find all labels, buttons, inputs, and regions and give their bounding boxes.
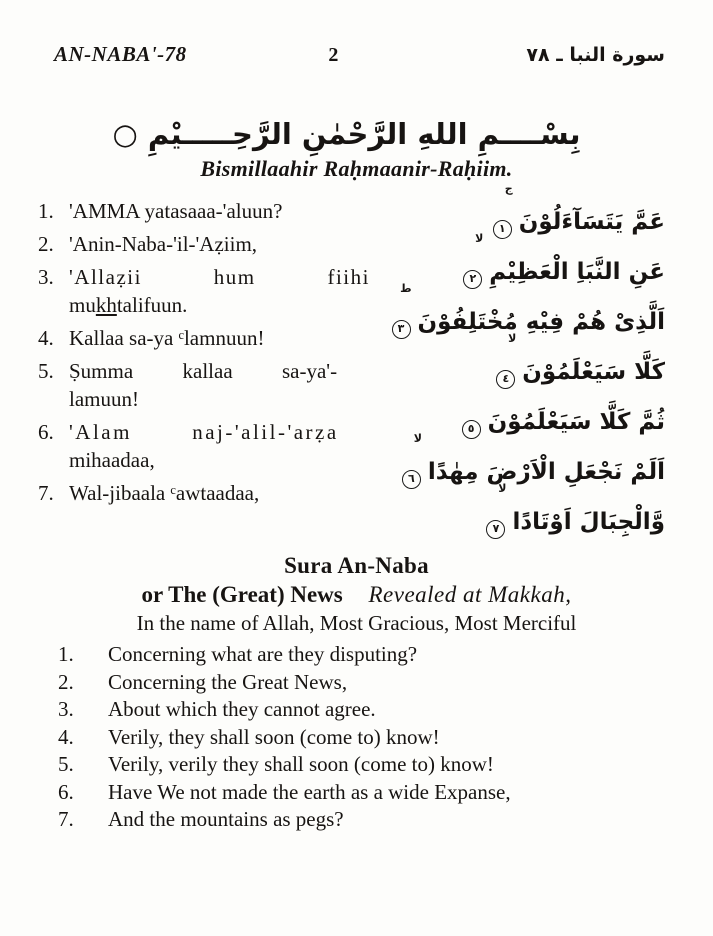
arabic-verse-text: ثُمَّ كَلَّا سَيَعْلَمُوْنَ [487,409,665,435]
translation-text: And the mountains as pegs? [108,807,344,831]
ayah-marker [463,232,484,297]
verse-number: 5. [58,752,74,776]
ayah-number-circle: ١ [493,220,512,239]
verse-number: 4. [38,326,54,350]
transliteration-line: Ṣumma kallaa sa-ya'- [69,359,338,383]
translation-item [36,779,677,807]
ayah-marker [402,432,422,497]
arabic-verse [368,397,665,447]
verse-number: 2. [58,669,74,694]
waqf-sign: لا [475,232,484,245]
translation-item [36,751,677,779]
verse-number: 1. [58,642,74,666]
arabic-verse [368,482,665,547]
transliteration-text [69,418,368,474]
transliteration-line: mihaadaa, [69,448,155,472]
page-header [36,42,677,67]
translation-item [36,641,677,669]
ayah-marker [486,482,507,547]
ayah-marker [392,282,412,347]
translation-item [36,806,677,834]
transliteration-line: Wal-jibaala ᶜawtaadaa, [69,481,260,505]
arabic-verse [368,232,665,297]
arabic-verse-text: اَلَمْ نَجْعَلِ الْاَرْضَ مِهٰدًا [427,459,665,485]
translation-text: About which they cannot agree. [108,697,376,721]
ayah-number-circle: ٢ [463,270,482,289]
transliteration-item [36,230,368,258]
transliteration-item [36,418,368,474]
transliteration-item [36,324,368,352]
translation-item [36,696,677,724]
ayah-number-circle: ٧ [486,520,505,539]
sura-subtitle-name: or The (Great) News [141,582,343,607]
underlined-letters: kh [95,293,117,317]
arabic-verses-column [368,182,677,547]
verse-number: 5. [38,359,54,383]
verse-number: 4. [58,724,74,749]
waqf-sign: ج [504,182,513,195]
translation-text: Have We not made the earth as a wide Expanse, [108,779,511,804]
invocation-line: In the name of Allah, Most Gracious, Most Merciful [136,611,577,635]
waqf-sign: لا [508,332,517,345]
sura-name-arabic: سورة النبا ـ ٧٨ [526,44,665,66]
transliteration-line: 'Alam naj-'alil-'arẓa [69,420,339,444]
verse-number: 2. [38,232,54,256]
bismillah-arabic-calligraphy: بِسْــــمِ اللهِ الرَّحْمٰنِ الرَّحِـــــيْمِ ○ [112,117,581,151]
sura-revelation-place: Revealed at Makkah, [368,582,572,607]
sura-heading [36,553,677,636]
verse-number: 7. [58,807,74,831]
transliteration-line: lamuun! [69,387,139,411]
verse-number: 3. [38,265,54,289]
ayah-number-circle: ٥ [462,420,481,439]
arabic-verse-text: كَلَّا سَيَعْلَمُوْنَ [522,359,665,385]
arabic-verse [368,182,665,247]
ayah-marker [493,182,513,247]
bismillah-transliteration: Bismillaahir Raḥmaanir-Raḥiim. [200,156,513,181]
verse-number: 3. [58,697,74,721]
ayah-number-circle: ٦ [402,470,421,489]
verse-number: 6. [58,779,74,804]
transliteration-column [36,197,368,547]
translation-text: Verily, they shall soon (come to) know! [108,724,440,749]
transliteration-text [69,197,368,225]
transliteration-item [36,263,368,319]
transliteration-line: 'AMMA yatasaaa-'aluun? [69,199,283,223]
arabic-verse-text: عَنِ النَّبَاِ الْعَظِيْمِ [489,259,665,285]
arabic-verse [368,282,665,347]
translation-item [36,724,677,752]
transliteration-text [69,230,368,258]
transliteration-text [69,479,368,507]
transliteration-text [69,357,368,413]
ayah-number-circle: ٤ [496,370,515,389]
transliteration-line: Kallaa sa-ya ᶜlamnuun! [69,326,265,350]
transliteration-item [36,357,368,413]
translation-text: Concerning the Great News, [108,669,348,694]
transliteration-item [36,197,368,225]
arabic-verse [368,432,665,497]
sura-subtitle [36,582,677,608]
verse-number: 6. [38,420,54,444]
ayah-marker [462,397,481,447]
transliteration-text [69,263,370,319]
page-number: 2 [328,44,339,66]
arabic-verse [368,332,665,397]
transliteration-text [69,324,368,352]
translation-item [36,669,677,697]
arabic-verse-text: عَمَّ يَتَسَآءَلُوْنَ [518,209,665,235]
verse-number: 1. [38,199,54,223]
waqf-sign: لا [498,482,507,495]
arabic-verse-text: وَّالْجِبَالَ اَوْتَادًا [512,509,665,535]
translation-text: Concerning what are they disputing? [108,642,418,666]
transliteration-line: 'Anin-Naba-'il-'Aẓiim, [69,232,258,256]
arabic-verse-text: اَلَّذِىْ هُمْ فِيْهِ مُخْتَلِفُوْنَ [417,309,665,335]
transliteration-line: 'Allaẓii hum fiihi [69,265,370,289]
verse-number: 7. [38,481,54,505]
verses-section [36,182,677,547]
ayah-marker [496,332,517,397]
bismillah-block [36,117,677,182]
transliteration-item [36,479,368,507]
waqf-sign: ط [400,282,412,295]
waqf-sign: لا [413,432,422,445]
translation-column [36,641,677,834]
sura-title: Sura An-Naba [284,553,429,578]
ayah-number-circle: ٣ [392,320,411,339]
sura-name-english: AN-NABA'-78 [54,42,187,66]
translation-text: Verily, verily they shall soon (come to) know! [108,752,494,776]
transliteration-line: mukhtalifuun. [69,293,188,317]
